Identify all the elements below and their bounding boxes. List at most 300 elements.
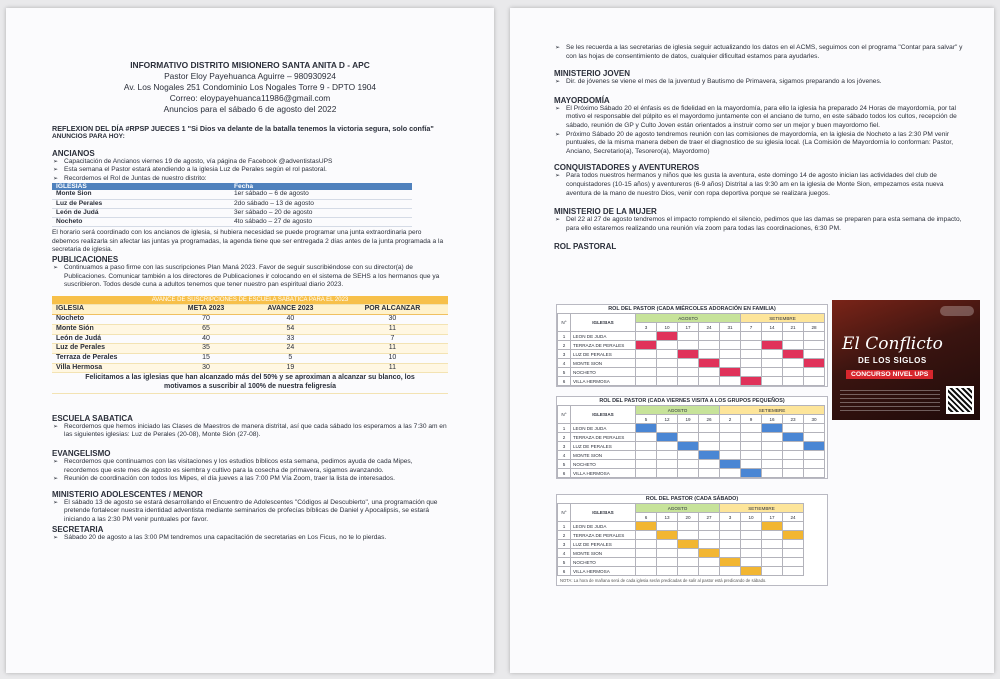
grid-month-setiembre: SETIEMBRE (720, 504, 804, 513)
table-row (558, 531, 804, 540)
grid-cell (741, 350, 762, 359)
grid-cell (804, 368, 825, 377)
grid-cell (657, 549, 678, 558)
table-row (558, 567, 804, 576)
grid-day: 13 (657, 513, 678, 522)
rol-miercoles-title: ROL DEL PASTOR (CADA MIÉRCOLES ADORACIÓN EN FAMILIA) (608, 306, 776, 312)
grid-row-number: 3 (558, 350, 571, 359)
grid-cell (720, 433, 741, 442)
grid-cell (720, 451, 741, 460)
grid-row-number: 1 (558, 332, 571, 341)
susc-church: León de Judá (52, 334, 168, 344)
table-row (52, 334, 448, 344)
grid-month-setiembre: SETIEMBRE (741, 314, 825, 323)
grid-row-number: 3 (558, 442, 571, 451)
grid-cell (783, 377, 804, 386)
juntas-header-iglesias: IGLESIAS (52, 183, 230, 190)
susc-por-alcanzar: 10 (337, 353, 448, 363)
grid-cell (741, 531, 762, 540)
grid-cell (678, 377, 699, 386)
grid-cell (783, 567, 804, 576)
grid-cell (741, 341, 762, 350)
grid-row-number: 5 (558, 460, 571, 469)
grid-cell (783, 350, 804, 359)
grid-church: LUZ DE PERALES (571, 442, 636, 451)
pastor-line: Pastor Eloy Payehuanca Aguirre – 980930924 (164, 71, 336, 81)
grid-day: 31 (720, 323, 741, 332)
grid-header-iglesias: IGLESIAS (571, 504, 636, 522)
susc-meta: 15 (168, 353, 244, 363)
grid-church: LUZ DE PERALES (571, 350, 636, 359)
grid-header-n: N° (558, 406, 571, 424)
juntas-header-fecha: Fecha (230, 183, 412, 190)
grid-cell (783, 549, 804, 558)
rol-miercoles-grid (556, 304, 828, 387)
grid-cell (699, 424, 720, 433)
page-right (510, 8, 994, 673)
grid-cell (741, 377, 762, 386)
grid-cell (741, 460, 762, 469)
grid-day: 6 (636, 513, 657, 522)
grid-cell (657, 368, 678, 377)
grid-cell (678, 368, 699, 377)
grid-cell (804, 469, 825, 478)
table-row (558, 424, 825, 433)
rol-pastoral-heading: ROL PASTORAL (554, 242, 617, 252)
grid-cell (636, 469, 657, 478)
susc-meta: 65 (168, 324, 244, 334)
grid-cell (720, 341, 741, 350)
poster-schedule-lines (840, 390, 940, 412)
secretaria-item: ➢ Sábado 20 de agosto a las 3:00 PM tendremos una capacitación de secretarias en Los Ficus, no te lo pierdas. (52, 534, 448, 543)
grid-cell (762, 540, 783, 549)
ancianos-item-1: ➢ Capacitación de Ancianos viernes 19 de agosto, vía página de Facebook @adventistasUPS (52, 158, 448, 167)
bulletin-header (6, 60, 494, 115)
grid-row-number: 6 (558, 567, 571, 576)
grid-cell (657, 531, 678, 540)
grid-church: LEON DE JUDA (571, 332, 636, 341)
grid-cell (783, 531, 804, 540)
grid-cell (762, 558, 783, 567)
grid-row-number: 3 (558, 540, 571, 549)
grid-cell (699, 341, 720, 350)
grid-cell (720, 531, 741, 540)
grid-cell (783, 332, 804, 341)
grid-church: NOCHETO (571, 368, 636, 377)
grid-cell (678, 469, 699, 478)
poster-contest: CONCURSO NIVEL UPS (846, 370, 933, 379)
grid-cell (720, 540, 741, 549)
grid-cell (762, 424, 783, 433)
grid-cell (699, 567, 720, 576)
grid-cell (636, 531, 657, 540)
grid-church: LUZ DE PERALES (571, 540, 636, 549)
mayordomia-item-1: ➢ El Próximo Sábado 20 el énfasis es de fidelidad en la mayordomía, para ello la iglesia ha preparado 24 Horas de mayordomía, por tal motivo el responsable del púlpito es el mayordomo juntamente con el anciano de turno, en este sábado todos los cultos, recepción de sábado, reunión de GP y Culto Joven están orientados a instruir como ser un mejor y buen mayordomo fiel. (554, 105, 968, 131)
bulletin-title: INFORMATIVO DISTRITO MISIONERO SANTA ANITA D - APC (130, 60, 370, 70)
grid-cell (699, 549, 720, 558)
grid-day: 21 (783, 323, 804, 332)
suscripciones-footer: Felicitamos a las iglesias que han alcanzado más del 50% y se aproximan a alcanzar su blanco, los motivamos a suscribir al 100% de nuestra feligresía (52, 373, 448, 393)
rol-viernes-title: ROL DEL PASTOR (CADA VIERNES VISITA A LOS GRUPOS PEQUEÑOS) (599, 398, 785, 404)
grid-month-agosto: AGOSTO (636, 406, 720, 415)
grid-cell (720, 558, 741, 567)
adolescentes-item: ➢ El sábado 13 de agosto se estará desarrollando el Encuentro de Adolescentes "Códigos al Descubierto", una programación que pretende fortalecer nuestra identidad adventista mediante seminarios de profecías bíblicas de Daniel y Apocalipsis, se estará iniciando a las 2:30 PM venir puntuales por favor. (52, 499, 448, 525)
grid-row-number: 4 (558, 359, 571, 368)
grid-cell (657, 332, 678, 341)
grid-day: 19 (678, 415, 699, 424)
table-row (52, 315, 448, 325)
grid-cell (636, 540, 657, 549)
susc-meta: 35 (168, 344, 244, 354)
grid-cell (762, 460, 783, 469)
grid-cell (741, 332, 762, 341)
grid-cell (657, 359, 678, 368)
grid-cell (636, 424, 657, 433)
grid-row-number: 6 (558, 377, 571, 386)
grid-cell (678, 433, 699, 442)
juntas-church: León de Judá (52, 208, 230, 217)
grid-day: 27 (699, 513, 720, 522)
adolescentes-heading: MINISTERIO ADOLESCENTES / MENOR (52, 489, 203, 499)
grid-header-iglesias: IGLESIAS (571, 314, 636, 332)
juntas-date: 1er sábado – 6 de agosto (230, 190, 412, 199)
grid-cell (720, 350, 741, 359)
rol-sabado-grid (556, 494, 828, 586)
publicaciones-item: ➢ Continuamos a paso firme con las suscripciones Plan Maná 2023. Favor de seguir suscribiéndose con su director(a) de Publicaciones. Comunicar también a los directores de Publicaciones ir colocando en el sistema de SEHS a los hermanos que ya suscribieron. Todos desde cuna a adultos tenemos que tener nuestro pan espiritual diario 2023. (52, 264, 448, 290)
grid-cell (636, 350, 657, 359)
grid-cell (636, 451, 657, 460)
ancianos-item-3: ➢ Recordemos el Rol de Juntas de nuestro distrito: (52, 175, 448, 184)
susc-church: Monte Sión (52, 324, 168, 334)
grid-cell (678, 341, 699, 350)
rol-sabado-title: ROL DEL PASTOR (CADA SÁBADO) (645, 496, 739, 502)
table-row (558, 540, 804, 549)
grid-cell (783, 433, 804, 442)
rol-grid-table (557, 503, 804, 576)
grid-cell (804, 442, 825, 451)
susc-por-alcanzar: 7 (337, 334, 448, 344)
grid-day: 30 (804, 415, 825, 424)
conquistadores-heading: CONQUISTADORES y AVENTUREROS (554, 163, 700, 173)
grid-cell (699, 377, 720, 386)
grid-cell (678, 567, 699, 576)
reflexion: REFLEXION DEL DÍA #RPSP JUECES 1 "Si Dios va delante de la batalla tenemos la victoria segura, solo confía" (52, 124, 434, 133)
table-row (52, 208, 412, 217)
grid-cell (783, 469, 804, 478)
susc-avance: 5 (244, 353, 337, 363)
qr-code-icon (946, 386, 974, 414)
grid-cell (699, 442, 720, 451)
publicaciones-heading: PUBLICACIONES (52, 254, 119, 264)
table-row (558, 442, 825, 451)
grid-cell (762, 359, 783, 368)
grid-cell (741, 368, 762, 377)
table-row (558, 451, 825, 460)
table-row (52, 217, 412, 226)
grid-cell (678, 540, 699, 549)
grid-cell (741, 424, 762, 433)
table-row (558, 469, 825, 478)
grid-month-agosto: AGOSTO (636, 314, 741, 323)
grid-cell (678, 359, 699, 368)
date-line: Anuncios para el sábado 6 de agosto del 2022 (163, 104, 337, 114)
grid-row-number: 4 (558, 549, 571, 558)
ancianos-heading: ANCIANOS (52, 148, 95, 158)
susc-header-avance: AVANCE 2023 (244, 305, 337, 315)
grid-cell (657, 451, 678, 460)
grid-day: 16 (762, 415, 783, 424)
susc-header-iglesia: IGLESIA (52, 305, 168, 315)
juntas-date: 3er sábado – 20 de agosto (230, 208, 412, 217)
page-left (6, 8, 494, 673)
grid-cell (762, 433, 783, 442)
grid-cell (720, 549, 741, 558)
grid-cell (783, 540, 804, 549)
grid-cell (678, 549, 699, 558)
grid-cell (804, 359, 825, 368)
grid-day: 5 (636, 415, 657, 424)
poster-title: El Conflicto (842, 334, 943, 354)
joven-heading: MINISTERIO JOVEN (554, 69, 631, 79)
table-row (558, 332, 825, 341)
grid-month-agosto: AGOSTO (636, 504, 720, 513)
anuncios-label: ANUNCIOS PARA HOY: (52, 133, 125, 140)
address-line: Av. Los Nogales 251 Condominio Los Nogales Torre 9 - DPTO 1904 (123, 82, 377, 92)
grid-church: LEON DE JUDA (571, 522, 636, 531)
grid-row-number: 1 (558, 522, 571, 531)
grid-cell (678, 451, 699, 460)
grid-cell (699, 359, 720, 368)
grid-cell (678, 442, 699, 451)
grid-cell (783, 460, 804, 469)
grid-cell (720, 522, 741, 531)
table-row (52, 324, 448, 334)
grid-church: VILLA HERMOSA (571, 469, 636, 478)
conflicto-poster (832, 300, 980, 420)
grid-cell (762, 368, 783, 377)
grid-cell (741, 540, 762, 549)
grid-row-number: 2 (558, 433, 571, 442)
susc-avance: 54 (244, 324, 337, 334)
grid-cell (657, 442, 678, 451)
susc-church: Terraza de Perales (52, 353, 168, 363)
grid-cell (699, 460, 720, 469)
grid-cell (804, 460, 825, 469)
grid-cell (783, 368, 804, 377)
escuela-item: ➢ Recordemos que hemos iniciado las Clases de Maestros de manera distrital, así que cada sábado los esperamos a las 7:30 am en las siguientes iglesias: Luz de Perales (20-08), Monte Sión (27-08). (52, 423, 448, 440)
grid-cell (741, 567, 762, 576)
suscripciones-caption: AVANCE DE SUSCRIPCIONES DE ESCUELA SABÁTICA PARA EL 2023 (52, 296, 448, 305)
juntas-church: Luz de Perales (52, 199, 230, 208)
grid-cell (657, 424, 678, 433)
poster-subtitle: DE LOS SIGLOS (858, 356, 927, 365)
susc-church: Nocheto (52, 315, 168, 325)
grid-cell (678, 558, 699, 567)
table-row (52, 344, 448, 354)
table-row (52, 363, 448, 373)
grid-cell (783, 442, 804, 451)
table-row (558, 359, 825, 368)
grid-cell (762, 567, 783, 576)
grid-cell (699, 433, 720, 442)
mujer-heading: MINISTERIO DE LA MUJER (554, 207, 657, 217)
grid-cell (636, 460, 657, 469)
grid-cell (636, 332, 657, 341)
susc-meta: 70 (168, 315, 244, 325)
grid-cell (762, 377, 783, 386)
grid-cell (720, 359, 741, 368)
grid-cell (678, 460, 699, 469)
grid-cell (636, 368, 657, 377)
grid-cell (657, 522, 678, 531)
grid-cell (699, 469, 720, 478)
grid-day: 14 (762, 323, 783, 332)
grid-day: 10 (657, 323, 678, 332)
table-row (558, 377, 825, 386)
grid-cell (720, 460, 741, 469)
grid-cell (804, 451, 825, 460)
evangelismo-item-2: ➢ Reunión de coordinación con todos los Mipes, el día jueves a las 7:00 PM Vía Zoom, traer la lista de interesados. (52, 475, 448, 484)
table-row (52, 190, 412, 199)
secretaria-continued: ➢ Se les recuerda a las secretarias de iglesia seguir actualizando los datos en el ACMS, seguimos con el programa "Contar para salvar" y con las hojas de consentimiento de datos, cualquier dificultad estamos para ayudarles. (554, 44, 968, 61)
grid-row-number: 2 (558, 531, 571, 540)
grid-cell (636, 433, 657, 442)
grid-cell (657, 460, 678, 469)
juntas-church: Nocheto (52, 217, 230, 226)
grid-cell (657, 540, 678, 549)
susc-por-alcanzar: 30 (337, 315, 448, 325)
mayordomia-item-2: ➢ Próximo Sábado 20 de agosto tendremos reunión con las comisiones de mayordomía, en la iglesia de Nocheto a las 2:30 PM venir puntuales, de la misma manera deben de traer el diagnostico de su iglesia local. (La Comisión de Mayordomía lo conforman: Pastor, Anciano, Secretario(a), Tesorero(a), Mayordomo) (554, 131, 968, 157)
grid-cell (699, 332, 720, 341)
grid-cell (783, 424, 804, 433)
grid-cell (741, 469, 762, 478)
susc-por-alcanzar: 11 (337, 363, 448, 373)
susc-header-por-alcanzar: POR ALCANZAR (337, 305, 448, 315)
juntas-table (52, 183, 412, 227)
grid-cell (762, 442, 783, 451)
grid-cell (699, 368, 720, 377)
grid-day: 24 (699, 323, 720, 332)
grid-cell (804, 433, 825, 442)
logos-icon (940, 306, 974, 316)
grid-row-number: 1 (558, 424, 571, 433)
grid-cell (720, 469, 741, 478)
grid-cell (762, 451, 783, 460)
evangelismo-item-1: ➢ Recordemos que continuamos con las visitaciones y los estudios bíblicos esta semana, pedimos ayuda de cada Mipes, recordemos que este mes de agosto es siembra y cultivo para la cosecha de primavera, sigamos avanzando. (52, 458, 448, 475)
grid-cell (741, 549, 762, 558)
grid-day: 2 (720, 415, 741, 424)
ancianos-item-2: ➢ Esta semana el Pastor estará atendiendo a la iglesia Luz de Perales según el rol pastoral. (52, 166, 448, 175)
mujer-item: ➢ Del 22 al 27 de agosto tendremos el impacto rompiendo el silencio, pedimos que las damas se preparen para esta semana de impacto, para ello estaremos realizando una reunión vía zoom para todas las coordinaciones, 6:30 PM. (554, 216, 968, 233)
grid-church: TERRAZA DE PERALES (571, 433, 636, 442)
grid-cell (657, 469, 678, 478)
grid-cell (741, 558, 762, 567)
grid-church: LEON DE JUDA (571, 424, 636, 433)
secretaria-heading: SECRETARIA (52, 524, 104, 534)
grid-cell (699, 531, 720, 540)
grid-cell (783, 341, 804, 350)
rol-grid-table (557, 313, 825, 386)
grid-day: 7 (741, 323, 762, 332)
table-row (558, 558, 804, 567)
grid-cell (636, 567, 657, 576)
susc-meta: 30 (168, 363, 244, 373)
grid-cell (804, 332, 825, 341)
table-row (558, 368, 825, 377)
grid-cell (720, 442, 741, 451)
rol-grid-table (557, 405, 825, 478)
juntas-church: Monte Sion (52, 190, 230, 199)
susc-avance: 33 (244, 334, 337, 344)
grid-month-setiembre: SETIEMBRE (720, 406, 825, 415)
grid-day: 17 (678, 323, 699, 332)
grid-cell (657, 433, 678, 442)
grid-header-n: N° (558, 504, 571, 522)
susc-church: Luz de Perales (52, 344, 168, 354)
escuela-heading: ESCUELA SABATICA (52, 413, 133, 423)
grid-cell (741, 522, 762, 531)
grid-cell (636, 359, 657, 368)
susc-avance: 19 (244, 363, 337, 373)
grid-day: 24 (783, 513, 804, 522)
grid-header-n: N° (558, 314, 571, 332)
grid-day: 9 (741, 415, 762, 424)
grid-cell (657, 350, 678, 359)
grid-day: 3 (720, 513, 741, 522)
grid-cell (636, 377, 657, 386)
grid-day: 26 (699, 415, 720, 424)
grid-day: 23 (783, 415, 804, 424)
grid-day: 10 (741, 513, 762, 522)
grid-cell (678, 350, 699, 359)
grid-row-number: 6 (558, 469, 571, 478)
grid-cell (741, 359, 762, 368)
susc-por-alcanzar: 11 (337, 344, 448, 354)
table-row (558, 522, 804, 531)
grid-row-number: 2 (558, 341, 571, 350)
susc-avance: 40 (244, 315, 337, 325)
joven-item: ➢ Dir. de jóvenes se viene el mes de la juventud y Bautismo de Primavera, sigamos preparando a los jóvenes. (554, 78, 968, 87)
grid-cell (741, 442, 762, 451)
email-line: Correo: eloypayehuanca11986@gmail.com (169, 93, 331, 103)
grid-cell (699, 558, 720, 567)
table-row (52, 353, 448, 363)
susc-header-meta: META 2023 (168, 305, 244, 315)
grid-cell (720, 377, 741, 386)
grid-cell (762, 469, 783, 478)
ancianos-note: El horario será coordinado con los ancianos de iglesia, si hubiera necesidad se puede programar una junta extraordinaria pero debemos realizarla sin afectar las juntas ya programadas, la agenda tiene que ser entregada 2 días antes de la junta programada a la secretaria de iglesia. (52, 229, 444, 254)
grid-day: 17 (762, 513, 783, 522)
susc-meta: 40 (168, 334, 244, 344)
grid-church: VILLA HERMOSA (571, 567, 636, 576)
grid-cell (720, 424, 741, 433)
grid-cell (741, 433, 762, 442)
conquistadores-item: ➢ Para todos nuestros hermanos y niños que les gusta la aventura, este domingo 14 de agosto inician las actividades del club de conquistadores (10-15 años) y aventureros (6-9 años) Distrital a las 9:30 am en la iglesia de Monte Sion, empezamos esta nueva aventura de la mano de nuestro Dios, venir con ropa deportiva porque se realizara juegos. (554, 172, 968, 198)
grid-church: MONTE SION (571, 359, 636, 368)
rol-viernes-grid (556, 396, 828, 479)
grid-cell (762, 341, 783, 350)
grid-cell (636, 442, 657, 451)
rol-sabado-note: NOTA: La hora de mañana será de cada iglesia serán predicadas de salir al pastor está predicando de sábado. (560, 578, 767, 583)
grid-cell (699, 350, 720, 359)
grid-cell (636, 549, 657, 558)
table-row (558, 341, 825, 350)
grid-cell (678, 332, 699, 341)
susc-avance: 24 (244, 344, 337, 354)
susc-por-alcanzar: 11 (337, 324, 448, 334)
evangelismo-heading: EVANGELISMO (52, 448, 111, 458)
grid-cell (804, 377, 825, 386)
